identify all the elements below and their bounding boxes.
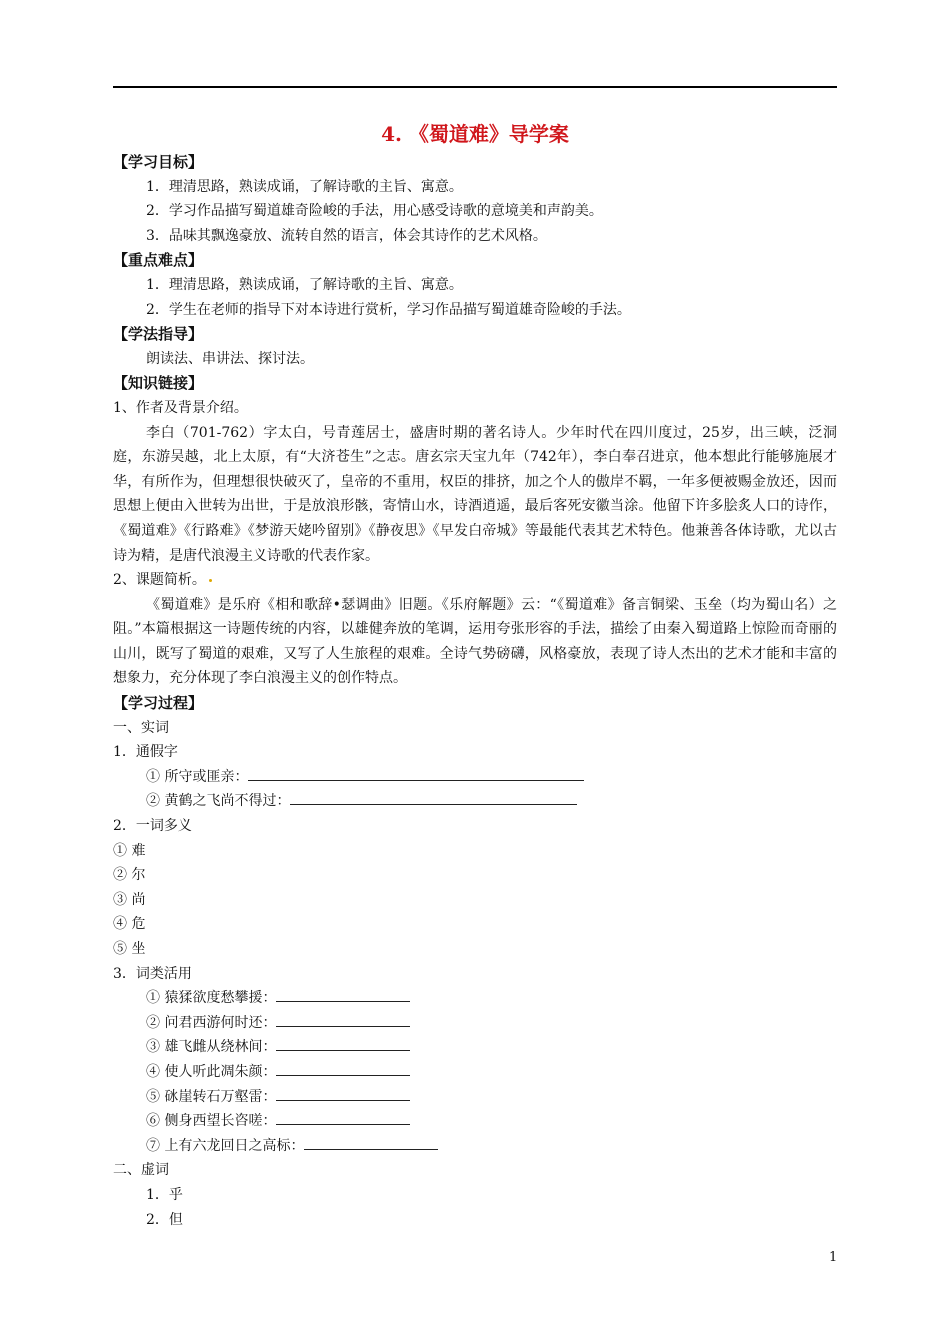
answer-blank[interactable] (276, 1110, 410, 1125)
link-header: 【知识链接】 (113, 374, 204, 393)
duoyi-item: ④ 危 (113, 916, 146, 933)
process-header: 【学习过程】 (113, 694, 204, 713)
answer-blank[interactable] (276, 1012, 410, 1027)
answer-blank[interactable] (304, 1135, 438, 1150)
method-header: 【学法指导】 (113, 325, 204, 344)
answer-blank[interactable] (248, 766, 584, 781)
duoyi-item: ① 难 (113, 842, 146, 859)
duoyi-item: ⑤ 坐 (113, 941, 146, 957)
xuci-item: 2．但 (146, 1211, 183, 1228)
answer-blank[interactable] (290, 790, 577, 805)
cilei-item: ⑤ 砯崖转石万壑雷： (113, 1085, 837, 1110)
author-paragraph: 李白（701-762）字太白，号青莲居士，盛唐时期的著名诗人。少年时代在四川度过，25岁，出三峡，泛洞庭，东游吴越，北上太原，有“大济苍生”之志。唐玄宗天宝九年（742年），李白奉召进京，他本想此行能够施展才华，有所作为，但理想很快破灭了，皇帝的不重用，权臣的排挤，加之个人的傲岸不羁，一年多便被赐金放还，因而思想上便由入世转为出世，于是放浪形骸，寄情山水，诗酒逍遥，最后客死安徽当涂。他留下许多脍炙人口的诗作，《蜀道难》《行路难》《梦游天姥吟留别》《静夜思》《早发白帝城》等最能代表其艺术特色。他兼善各体诗歌，尤以古诗为精，是唐代浪漫主义诗歌的代表作家。 (113, 424, 837, 564)
duoyi-heading: 2．一词多义 (113, 818, 192, 835)
xuci-item: 1．乎 (146, 1186, 183, 1203)
page-number: 1 (829, 1250, 838, 1265)
goal-item: 3．品味其飘逸豪放、流转自然的语言，体会其诗作的艺术风格。 (146, 227, 547, 244)
key-header: 【重点难点】 (113, 251, 204, 270)
key-item: 2．学生在老师的指导下对本诗进行赏析，学习作品描写蜀道雄奇险峻的手法。 (146, 301, 631, 318)
goals-header: 【学习目标】 (113, 153, 204, 171)
cilei-item: ② 问君西游何时还： (113, 1011, 837, 1036)
tongjia-item: ② 黄鹤之飞尚不得过： (113, 789, 837, 814)
answer-blank[interactable] (276, 1086, 410, 1101)
document-body (113, 118, 837, 1232)
method-text: 朗读法、串讲法、探讨法。 (146, 350, 314, 367)
answer-blank[interactable] (276, 987, 410, 1002)
tongjia-item: ① 所守或匪亲： (113, 765, 837, 790)
goal-item: 1．理清思路，熟读成诵，了解诗歌的主旨、寓意。 (146, 178, 463, 195)
author-heading: 1、作者及背景介绍。 (113, 399, 248, 416)
answer-blank[interactable] (276, 1036, 410, 1051)
cilei-item: ③ 雄飞雌从绕林间： (113, 1035, 837, 1060)
cilei-heading: 3．词类活用 (113, 965, 192, 982)
tongjia-heading: 1．通假字 (113, 744, 178, 761)
page-title: 4. 《蜀道难》导学案 (381, 122, 569, 146)
title-heading: 2、课题简析。 (113, 568, 837, 593)
cilei-item: ⑦ 上有六龙回日之高标： (113, 1134, 837, 1159)
title-paragraph: 《蜀道难》是乐府《相和歌辞•瑟调曲》旧题。《乐府解题》云：“《蜀道难》备言铜梁、玉垒（均为蜀山名）之阻。”本篇根据这一诗题传统的内容，以雄健奔放的笔调，运用夸张形容的手法，描绘了由秦入蜀道路上惊险而奇丽的山川，既写了蜀道的艰难，又写了人生旅程的艰难。全诗气势磅礴，风格豪放，表现了诗人杰出的艺术才能和丰富的想象力，充分体现了李白浪漫主义的创作特点。 (113, 596, 837, 687)
cilei-item: ① 猿猱欲度愁攀援： (113, 986, 837, 1011)
answer-blank[interactable] (276, 1061, 410, 1076)
goal-item: 2．学习作品描写蜀道雄奇险峻的手法，用心感受诗歌的意境美和声韵美。 (146, 203, 603, 220)
duoyi-item: ② 尔 (113, 867, 146, 884)
duoyi-item: ③ 尚 (113, 891, 146, 908)
header-rule (113, 86, 837, 88)
part-two-heading: 二、虚词 (113, 1162, 169, 1179)
cilei-item: ④ 使人听此凋朱颜： (113, 1060, 837, 1085)
key-item: 1．理清思路，熟读成诵，了解诗歌的主旨、寓意。 (146, 276, 463, 293)
cilei-item: ⑥ 侧身西望长咨嗟： (113, 1109, 837, 1134)
part-one-heading: 一、实词 (113, 719, 169, 736)
